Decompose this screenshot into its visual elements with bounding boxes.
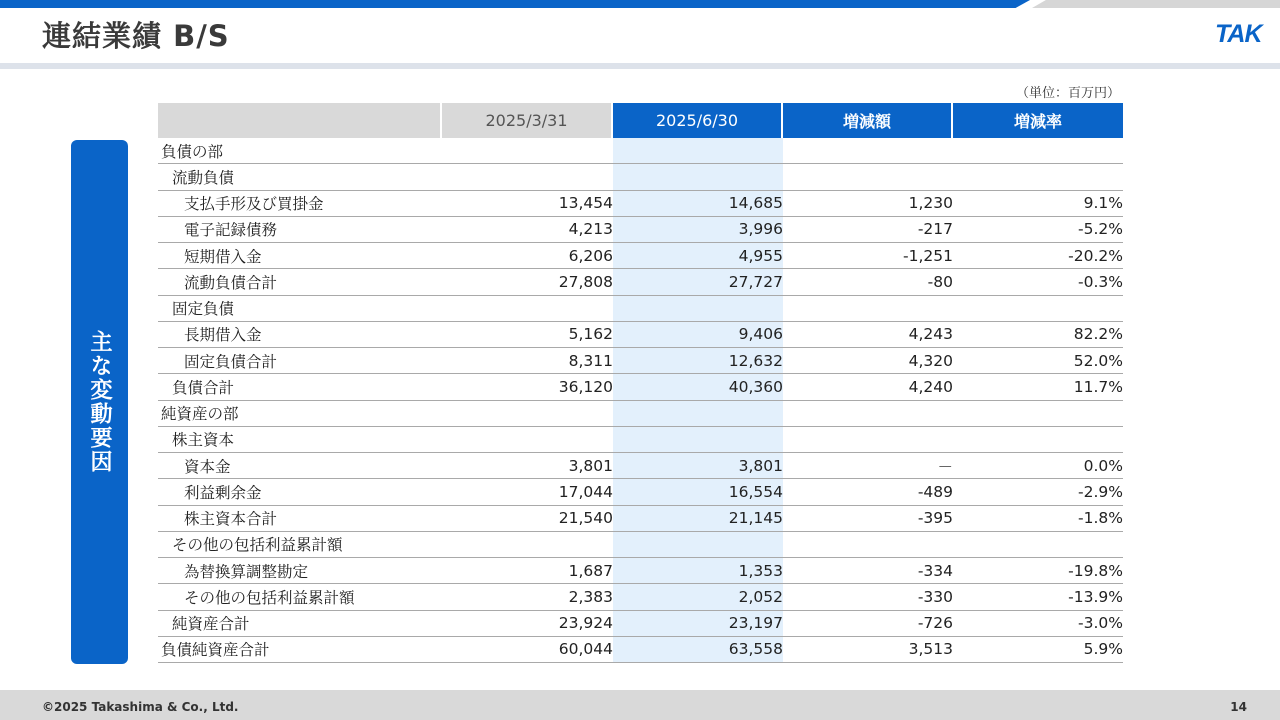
cell-change-amount: -330 (917, 587, 953, 606)
cell-prev: 4,213 (568, 220, 613, 239)
row-label: 短期借入金 (184, 247, 262, 266)
table-row (158, 138, 1123, 164)
cell-prev: 6,206 (568, 246, 613, 265)
header-curr-period: 2025/6/30 (613, 103, 783, 138)
table-row (158, 296, 1123, 322)
unit-note: （単位：百万円） (1015, 86, 1120, 101)
row-label: 流動負債 (172, 168, 235, 187)
row-label: 株主資本 (172, 431, 235, 450)
cell-change-rate: 82.2% (1073, 325, 1123, 344)
cell-change-rate: 52.0% (1073, 351, 1123, 370)
cell-curr: 27,727 (728, 272, 783, 291)
cell-prev: 1,687 (568, 561, 613, 580)
cell-change-rate: -1.8% (1078, 509, 1123, 528)
cell-change-amount: － (937, 457, 953, 476)
cell-change-rate: 9.1% (1083, 194, 1123, 213)
row-label: 利益剰余金 (184, 483, 262, 502)
row-label: その他の包括利益累計額 (184, 588, 355, 607)
cell-change-rate: 5.9% (1083, 640, 1123, 659)
table-row (158, 191, 1123, 217)
cell-change-amount: 4,320 (908, 351, 953, 370)
cell-change-amount: -489 (917, 482, 953, 501)
cell-change-amount: 4,243 (908, 325, 953, 344)
cell-prev: 8,311 (568, 351, 613, 370)
table-body (158, 138, 1123, 663)
cell-change-rate: -0.3% (1078, 272, 1123, 291)
cell-curr: 40,360 (728, 377, 783, 396)
cell-curr: 12,632 (728, 351, 783, 370)
cell-curr: 3,996 (738, 220, 783, 239)
cell-prev: 17,044 (558, 482, 613, 501)
cell-change-amount: 3,513 (908, 640, 953, 659)
cell-curr: 3,801 (738, 456, 783, 475)
table-row (158, 453, 1123, 479)
cell-change-rate: -13.9% (1068, 587, 1123, 606)
cell-curr: 2,052 (738, 587, 783, 606)
table-row (158, 532, 1123, 558)
cell-curr: 9,406 (738, 325, 783, 344)
header-prev-period: 2025/3/31 (442, 103, 613, 138)
table-row (158, 584, 1123, 610)
row-label: 負債合計 (172, 378, 235, 397)
table-row (158, 243, 1123, 269)
row-label: 株主資本合計 (184, 510, 278, 529)
cell-prev: 21,540 (558, 509, 613, 528)
cell-change-amount: 4,240 (908, 377, 953, 396)
top-accent-bar (0, 0, 1280, 8)
cell-change-amount: -80 (927, 272, 953, 291)
cell-change-rate: -3.0% (1078, 614, 1123, 633)
cell-change-amount: -217 (917, 220, 953, 239)
row-label: 固定負債合計 (184, 352, 278, 371)
main-factors-label: 主な変動要因 (87, 330, 112, 474)
row-label: 電子記録債務 (184, 221, 278, 240)
logo-text: TAK (1215, 20, 1262, 48)
table-row (158, 401, 1123, 427)
row-label: 支払手形及び買掛金 (184, 195, 324, 214)
table-row (158, 611, 1123, 637)
cell-prev: 3,801 (568, 456, 613, 475)
header-change-rate: 増減率 (953, 103, 1123, 138)
cell-prev: 27,808 (558, 272, 613, 291)
header-label-column (158, 103, 442, 138)
table-row (158, 479, 1123, 505)
top-accent-blue (0, 0, 1030, 8)
header-divider (0, 63, 1280, 69)
cell-curr: 21,145 (728, 509, 783, 528)
copyright: ©2025 Takashima & Co., Ltd. (42, 700, 239, 714)
table-row (158, 217, 1123, 243)
cell-change-rate: -19.8% (1068, 561, 1123, 580)
cell-change-rate: 11.7% (1073, 377, 1123, 396)
cell-prev: 13,454 (558, 194, 613, 213)
row-label: 固定負債 (172, 300, 235, 319)
table-header (158, 103, 1123, 138)
table-row (158, 558, 1123, 584)
cell-change-rate: 0.0% (1083, 456, 1123, 475)
top-accent-gray (1032, 0, 1280, 8)
cell-curr: 63,558 (728, 640, 783, 659)
company-logo (1215, 18, 1269, 48)
page-number: 14 (1230, 700, 1247, 714)
row-label: 長期借入金 (184, 326, 262, 345)
table-row (158, 269, 1123, 295)
cell-change-amount: -1,251 (903, 246, 953, 265)
cell-change-rate: -5.2% (1078, 220, 1123, 239)
cell-curr: 16,554 (728, 482, 783, 501)
cell-change-amount: -726 (917, 614, 953, 633)
row-label: 為替換算調整勘定 (184, 562, 309, 581)
cell-curr: 4,955 (738, 246, 783, 265)
table-row (158, 374, 1123, 400)
table-row (158, 348, 1123, 374)
page-title: 連結業績 B/S (42, 19, 230, 53)
cell-change-amount: -334 (917, 561, 953, 580)
table-row (158, 506, 1123, 532)
cell-change-amount: -395 (917, 509, 953, 528)
row-label: その他の包括利益累計額 (172, 536, 343, 555)
cell-prev: 60,044 (558, 640, 613, 659)
row-label: 資本金 (184, 457, 231, 476)
cell-curr: 14,685 (728, 194, 783, 213)
balance-sheet-table (158, 103, 1123, 663)
main-factors-panel (71, 140, 128, 664)
header-change-amount: 増減額 (783, 103, 953, 138)
row-label: 流動負債合計 (184, 273, 278, 292)
row-label: 負債純資産合計 (161, 641, 270, 660)
cell-change-amount: 1,230 (908, 194, 953, 213)
cell-prev: 23,924 (558, 614, 613, 633)
cell-curr: 1,353 (738, 561, 783, 580)
row-label: 負債の部 (161, 142, 224, 161)
table-row (158, 322, 1123, 348)
cell-change-rate: -2.9% (1078, 482, 1123, 501)
table-row (158, 427, 1123, 453)
table-row (158, 637, 1123, 663)
cell-prev: 2,383 (568, 587, 613, 606)
cell-prev: 36,120 (558, 377, 613, 396)
cell-prev: 5,162 (568, 325, 613, 344)
cell-change-rate: -20.2% (1068, 246, 1123, 265)
table-row (158, 164, 1123, 190)
row-label: 純資産の部 (161, 405, 239, 424)
cell-curr: 23,197 (728, 614, 783, 633)
row-label: 純資産合計 (172, 615, 250, 634)
